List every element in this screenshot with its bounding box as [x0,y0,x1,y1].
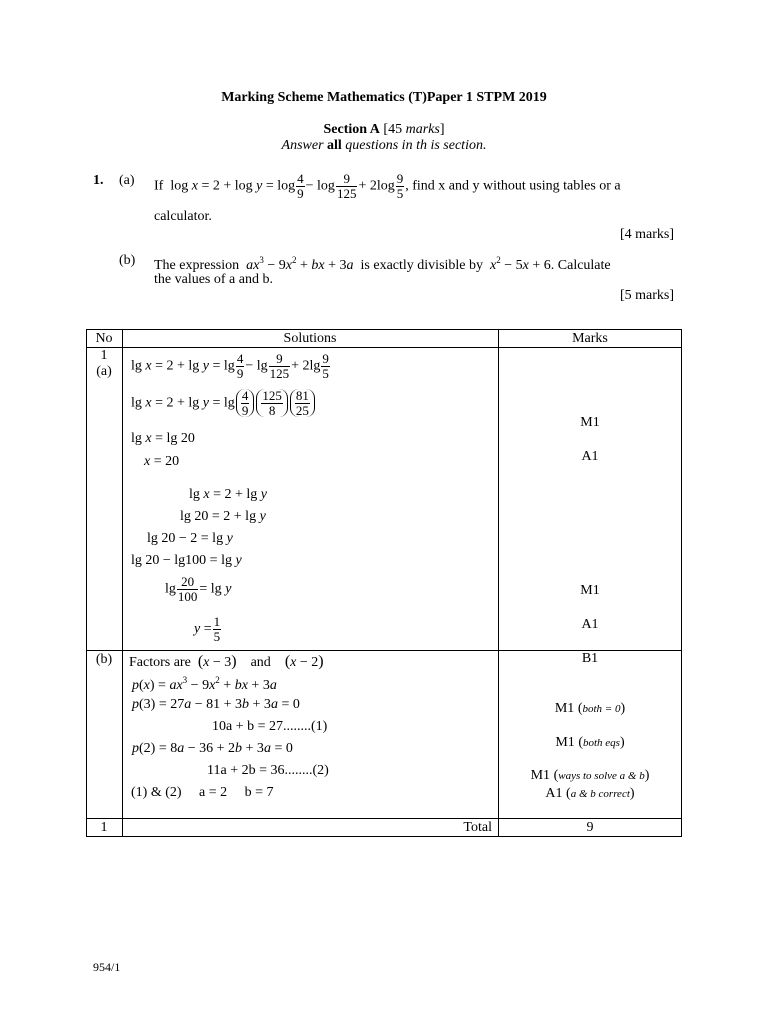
instruction-pre: Answer [281,138,328,153]
part-b-label: (b) [119,253,136,268]
solution-line: $p(x) = ax^3 - 9x^2$ + bx + 3a [132,675,277,693]
part-a-label: (a) [119,173,135,188]
mark-m1-ways: M1 (ways to solve a & b) [530,768,650,783]
section-marks-close: ] [439,122,445,137]
question-number: 1. [93,173,104,188]
mark-a1-correct: A1 (a & b correct) [545,786,635,801]
factors-and: and [250,655,271,670]
mark-value: M1 [555,735,575,750]
solution-line: p(2) = 8a − 36 + 2b + 3a = 0 [132,741,293,756]
mark-a1: A1 [581,449,599,464]
section-marks-word: marks [405,122,440,137]
part-b-question: The expression $ax^3 - 9x^2$ + bx + 3a is exactly divisible by $x^2 - 5x + 6$. Calculate [154,255,611,273]
page-title: Marking Scheme Mathematics (T)Paper 1 STPM 2019 [221,90,547,105]
mark-value: A1 [545,786,563,801]
mark-value: M1 [554,701,575,716]
part-b-question-cont: the values of a and b. [154,272,273,287]
solution-line: lg 20 = 2 + lg y [180,509,266,524]
mark-note: both = 0 [582,703,621,715]
mark-m1: M1 [580,583,600,598]
table-divider [86,347,682,348]
mark-b1: B1 [581,651,599,666]
section-marks-open: [45 [383,122,406,137]
part-b-text-1: The expression [154,258,240,273]
mark-m1-both-zero: M1 (both = 0) [554,701,626,716]
total-label: Total [463,820,492,835]
section-heading [0,122,768,138]
solution-line: lg $\frac{20}{100}$ = lg y [165,574,232,604]
total-value: 9 [586,820,594,835]
mark-m1-both-eqs: M1 (both eqs) [555,735,625,750]
page-code: 954/1 [93,960,121,974]
row-a-no: 1 [100,348,108,363]
header-no: No [95,331,113,346]
solution-line: Factors are (x − 3) and (x − 2) [129,653,324,670]
mark-value: M1 [530,768,551,783]
solution-line: lg 20 − lg100 = lg y [131,553,242,568]
part-a-find: , find x and y without using tables or a [405,178,621,194]
mark-note: both eqs [582,737,620,749]
part-b-text-3: . Calculate [550,258,611,273]
mark-m1: M1 [580,415,600,430]
part-b-marks: [5 marks] [619,288,674,303]
solution-line: x = 20 [144,454,180,469]
instruction [0,138,768,154]
solution-line: lg x = lg 20 [131,431,195,446]
solution-line: lg 20 − 2 = lg y [147,531,233,546]
header-marks: Marks [572,331,608,346]
mark-a1: A1 [581,617,599,632]
solution-line: (1) & (2) a = 2 b = 7 [131,785,274,800]
table-divider [86,818,682,819]
part-b-text-2: is exactly divisible by [360,258,484,273]
solution-line: y = $\frac{1}{5}$ [194,614,221,644]
part-a-marks: [4 marks] [619,227,674,242]
mark-note: ways to solve a & b [558,770,645,782]
solution-line: 10a + b = 27........(1) [212,719,328,734]
solution-line: 11a + 2b = 36........(2) [207,763,329,778]
part-a-if: If [154,178,164,194]
factors-text: Factors are [129,655,191,670]
table-divider [122,329,123,837]
row-b-part: (b) [95,652,113,667]
solution-line: lg x = 2 + lg y [189,487,268,502]
solution-line: p(3) = 27a − 81 + 3b + 3a = 0 [132,697,300,712]
total-no: 1 [100,820,108,835]
section-label: Section A [323,122,380,137]
instruction-post: questions in th is section. [341,138,487,153]
header-solutions: Solutions [283,331,337,346]
mark-note: a & b correct [570,788,630,800]
solution-line: lg x = 2 + lg y = lg $\frac{4}{9}$ $\frac{125}{8}$ $\frac{81}{25}$ [131,389,316,417]
instruction-bold: all [327,138,342,153]
part-a-question-cont: calculator. [154,209,212,224]
solution-line: lg x = 2 + lg y = lg $\frac{4}{9}$ − lg $\frac{9}{125}$ + 2lg $\frac{9}{5}$ [131,351,329,381]
row-a-part: (a) [96,364,112,379]
part-a-question: If log x = 2 + log y = log $\frac{4}{9}$ − log $\frac{9}{125}$ + 2log $\frac{9}{5}$ , find x and y without using tables or a [154,171,621,201]
